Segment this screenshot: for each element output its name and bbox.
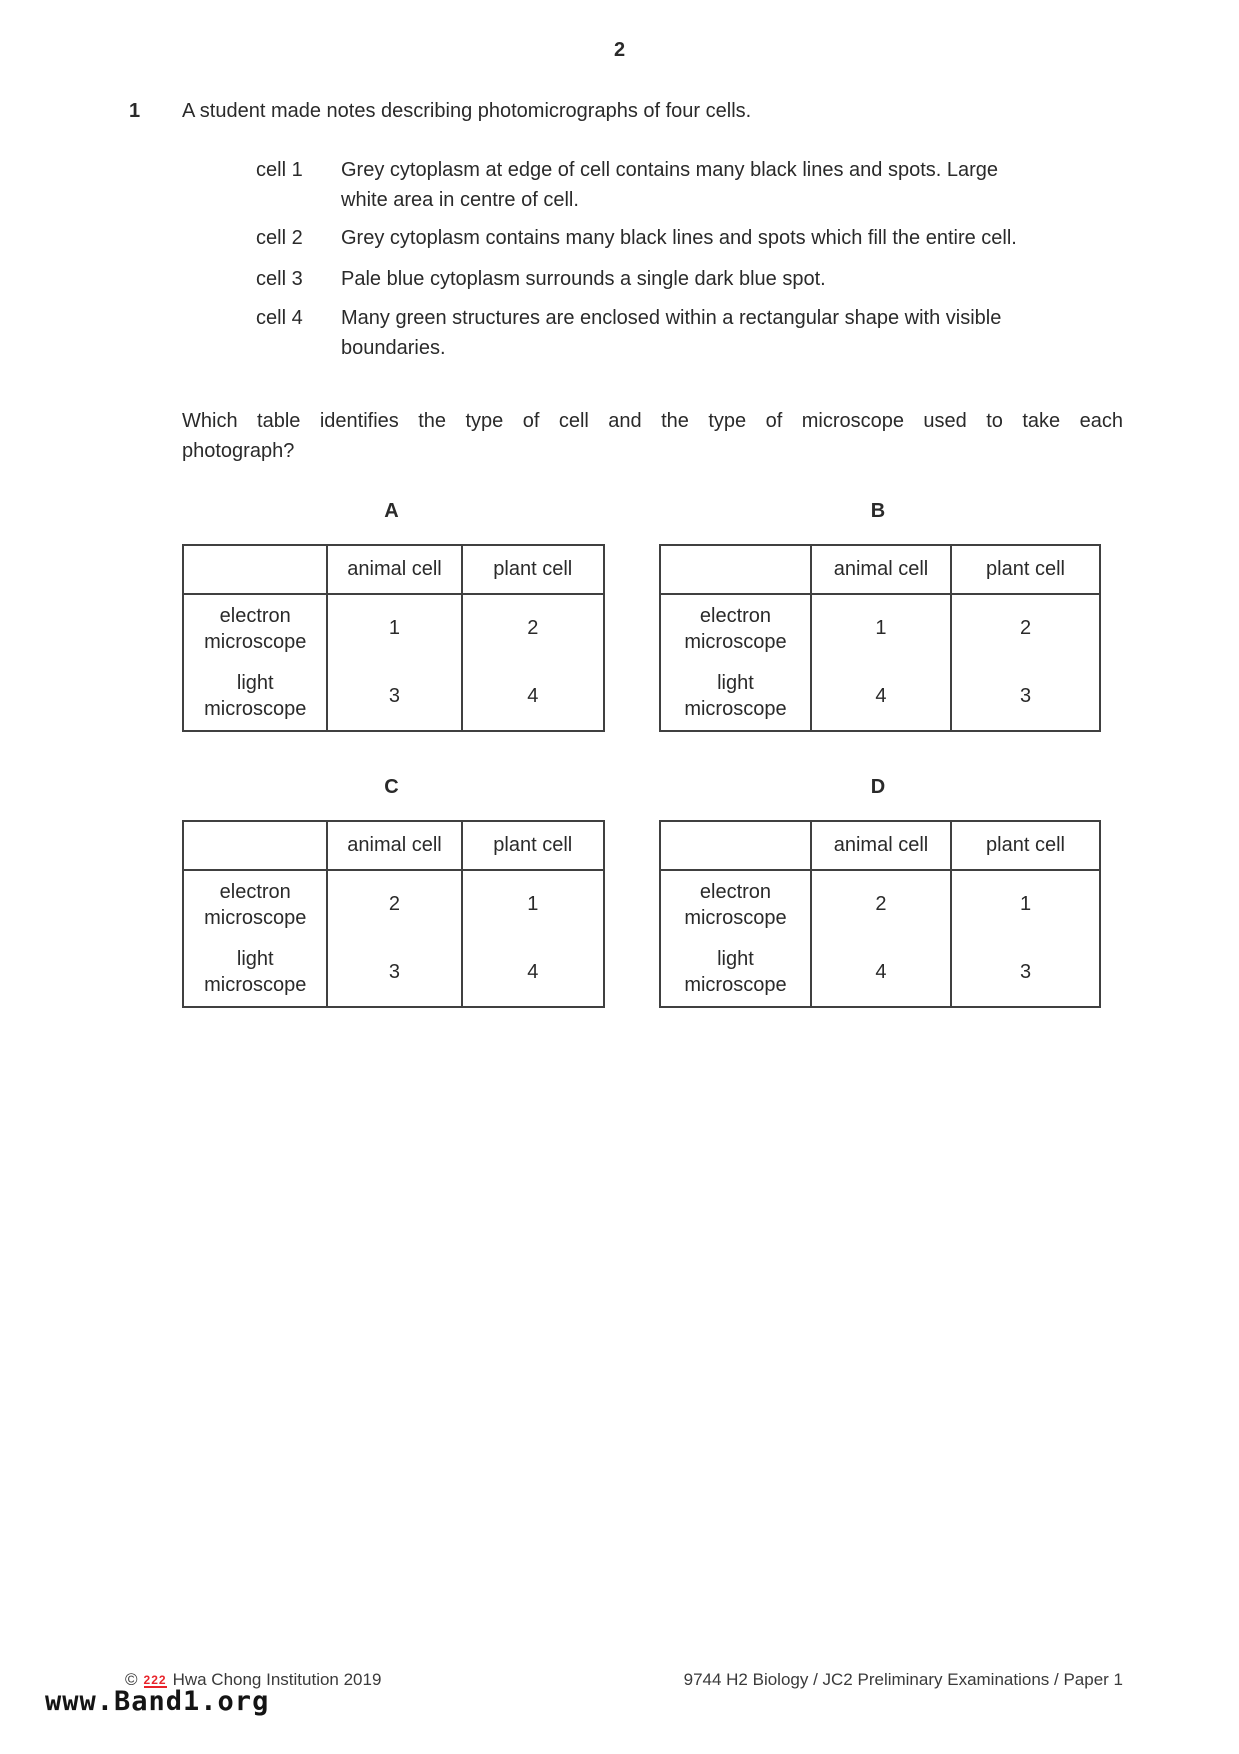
table-corner-cell — [661, 822, 810, 871]
row-header-light-microscope: light microscope — [684, 672, 787, 721]
table-value: 4 — [810, 939, 950, 1007]
note-label-cell-4: cell 4 — [256, 307, 303, 329]
option-label-c: C — [384, 776, 399, 798]
table-value: 2 — [950, 595, 1099, 663]
watermark-text: www.Band1.org — [45, 1686, 270, 1717]
table-value: 3 — [950, 939, 1099, 1007]
note-line: boundaries. — [341, 337, 446, 359]
note-line: white area in centre of cell. — [341, 189, 579, 211]
table-value: 4 — [461, 663, 603, 731]
column-header-animal-cell: animal cell — [326, 546, 460, 595]
table-value: 1 — [461, 871, 603, 939]
row-header-electron-microscope: electron microscope — [204, 880, 307, 929]
note-line: Grey cytoplasm contains many black lines and spots which fill the entire cell. — [341, 227, 1017, 249]
table-value: 1 — [950, 871, 1099, 939]
note-line: Grey cytoplasm at edge of cell contains many black lines and spots. Large — [341, 159, 999, 181]
note-label-cell-1: cell 1 — [256, 159, 303, 181]
note-text-cell-4 — [341, 303, 1131, 363]
row-header-light-microscope: light microscope — [204, 672, 307, 721]
question-intro: A student made notes describing photomicrographs of four cells. — [182, 100, 752, 122]
table-value: 4 — [810, 663, 950, 731]
table-value: 3 — [326, 939, 460, 1007]
table-value: 1 — [326, 595, 460, 663]
option-label-b: B — [870, 500, 886, 522]
note-text-cell-2 — [341, 223, 1131, 253]
question-prompt — [182, 406, 1123, 466]
note-text-cell-3 — [341, 264, 1131, 294]
option-table-a — [182, 544, 605, 732]
column-header-plant-cell: plant cell — [950, 546, 1099, 595]
option-label-d: D — [870, 776, 886, 798]
row-header-electron-microscope: electron microscope — [684, 604, 787, 653]
option-table-d — [659, 820, 1101, 1008]
question-number: 1 — [129, 100, 141, 122]
option-table-c — [182, 820, 605, 1008]
copyright-symbol: © — [125, 1670, 138, 1689]
column-header-plant-cell: plant cell — [950, 822, 1099, 871]
note-label-cell-3: cell 3 — [256, 268, 303, 290]
row-header-electron-microscope: electron microscope — [204, 604, 307, 653]
option-label-a: A — [384, 500, 399, 522]
note-line: Many green structures are enclosed within a rectangular shape with visible — [341, 307, 1002, 329]
table-value: 3 — [950, 663, 1099, 731]
note-text-cell-1 — [341, 155, 1131, 215]
table-value: 1 — [810, 595, 950, 663]
prompt-line: Which table identifies the type of cell and the type of microscope used to take each — [182, 410, 1123, 432]
table-value: 2 — [810, 871, 950, 939]
table-corner-cell — [184, 822, 326, 871]
column-header-plant-cell: plant cell — [461, 822, 603, 871]
column-header-animal-cell: animal cell — [810, 822, 950, 871]
table-corner-cell — [184, 546, 326, 595]
column-header-animal-cell: animal cell — [326, 822, 460, 871]
institution-logo: 222 — [143, 1673, 167, 1687]
row-header-light-microscope: light microscope — [204, 948, 307, 997]
table-value: 3 — [326, 663, 460, 731]
table-value: 2 — [326, 871, 460, 939]
note-label-cell-2: cell 2 — [256, 227, 303, 249]
page-number: 2 — [613, 39, 626, 61]
row-header-electron-microscope: electron microscope — [684, 880, 787, 929]
note-line: Pale blue cytoplasm surrounds a single dark blue spot. — [341, 268, 826, 290]
row-header-light-microscope: light microscope — [684, 948, 787, 997]
footer-institution: Hwa Chong Institution 2019 — [172, 1670, 382, 1689]
table-value: 4 — [461, 939, 603, 1007]
prompt-line: photograph? — [182, 440, 295, 462]
table-value: 2 — [461, 595, 603, 663]
column-header-animal-cell: animal cell — [810, 546, 950, 595]
option-table-b — [659, 544, 1101, 732]
column-header-plant-cell: plant cell — [461, 546, 603, 595]
footer-exam-info: 9744 H2 Biology / JC2 Preliminary Examinations / Paper 1 — [683, 1670, 1123, 1689]
table-corner-cell — [661, 546, 810, 595]
